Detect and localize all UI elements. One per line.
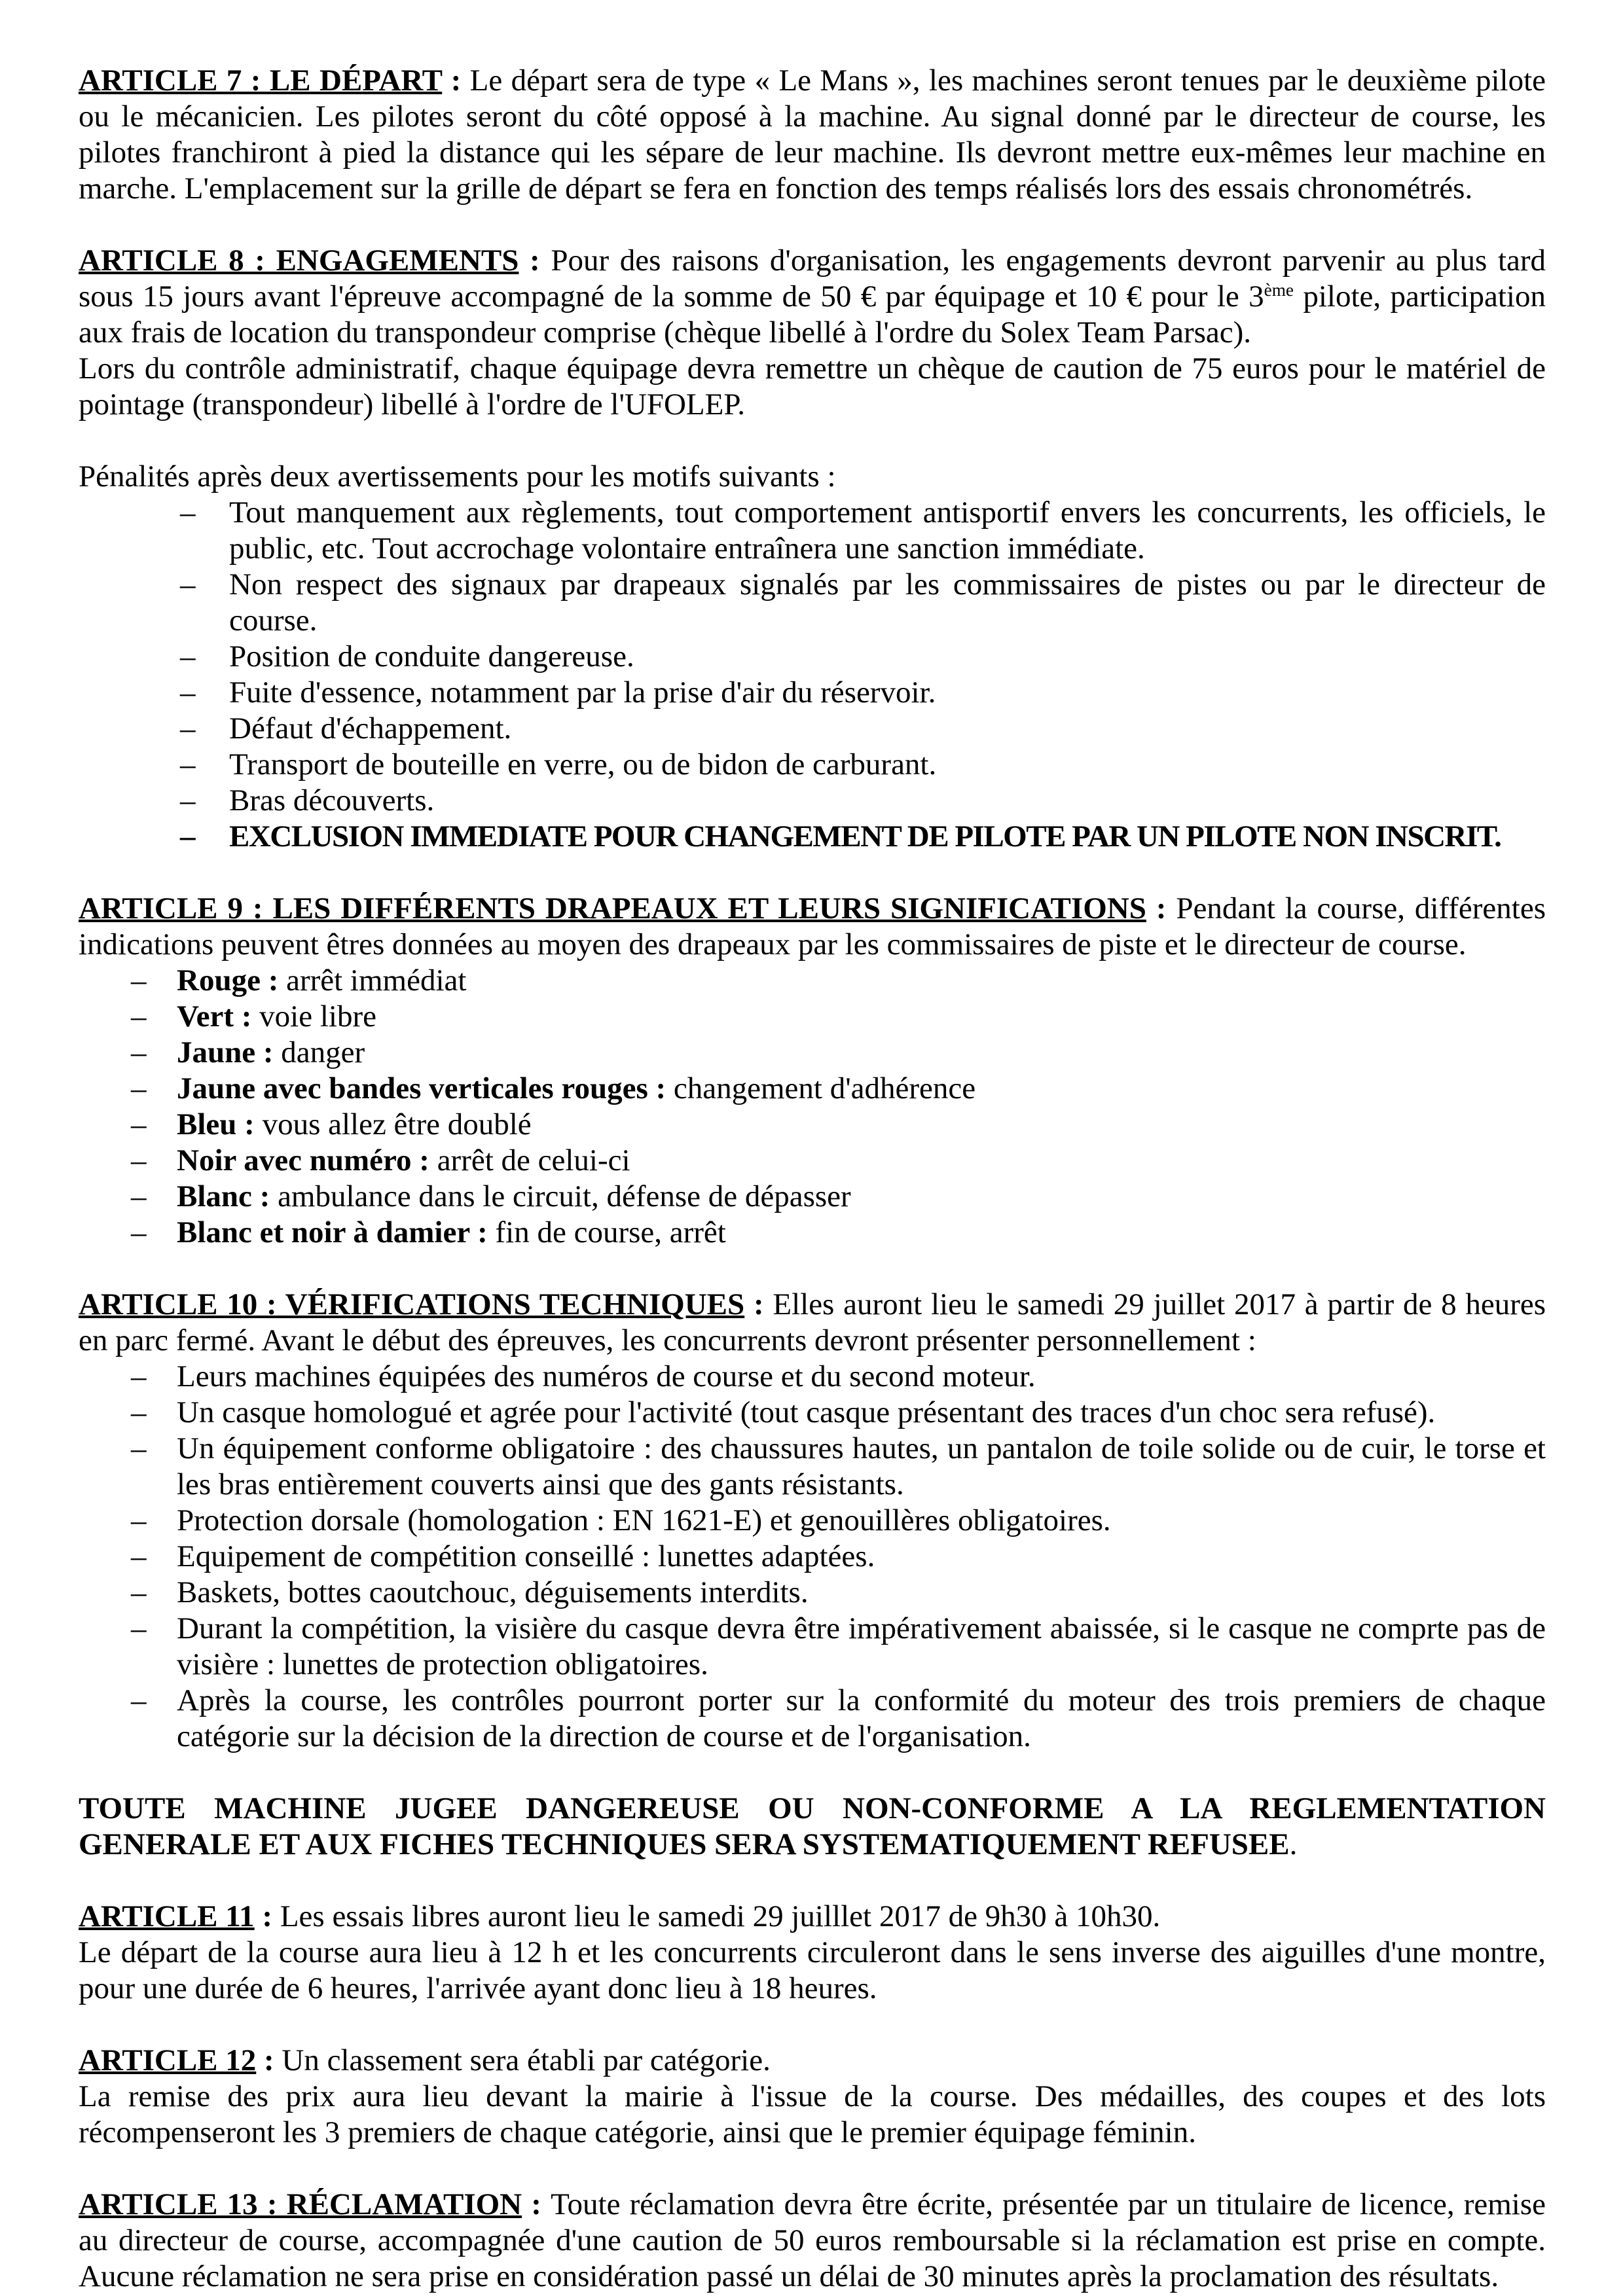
flag-desc: vous allez être doublé [262,1107,532,1141]
bullet-dash: – [180,495,196,529]
penalty-item [79,711,1546,747]
flag-desc: arrêt immédiat [286,963,467,997]
article-8-body: Pour des raisons d'organisation, les engagements devront parvenir au plus tard sous 15 jours avant l'épreuve accompagné de la somme de 50 € par équipage et 10 € pour le 3 [79,243,1546,314]
penalties-intro: Pénalités après deux avertissements pour les motifs suivants : [79,459,836,493]
flag-label: Bleu : [177,1107,255,1141]
check-item [79,1683,1546,1755]
article-10-heading: ARTICLE 10 : VÉRIFICATIONS TECHNIQUES [79,1287,745,1321]
flag-item [79,1071,1546,1107]
penalty-item [79,639,1546,675]
penalty-item [79,675,1546,711]
check-item-text: Leurs machines équipées des numéros de course et du second moteur. [177,1359,1036,1393]
heading-separator: : [744,1287,773,1321]
check-item-text: Après la course, les contrôles pourront porter sur la conformité du moteur des trois premiers de chaque catégorie sur la décision de la direction de course et de l'organisation. [177,1683,1546,1753]
article-8-paragraph-2: Lors du contrôle administratif, chaque équipage devra remettre un chèque de caution de 75 euros pour le matériel de pointage (transpondeur) libellé à l'ordre de l'UFOLEP. [79,351,1546,422]
heading-separator: : [1146,891,1176,925]
flag-desc: fin de course, arrêt [495,1215,726,1249]
bullet-dash: – [180,711,196,745]
flag-label: Blanc : [177,1179,270,1213]
heading-separator: : [254,1899,280,1933]
flag-label: Jaune avec bandes verticales rouges : [177,1071,666,1105]
article-9-body: Pendant la course, différentes indications peuvent êtres données au moyen des drapeaux par les commissaires de piste et le directeur de course. [79,891,1546,961]
article-9-paragraph [79,891,1546,963]
warning-text: TOUTE MACHINE JUGEE DANGEREUSE OU NON-CONFORME A LA REGLEMENTATION GENERALE ET AUX FICHES TECHNIQUES SERA SYSTEMATIQUEMENT REFUSEE [79,1791,1546,1861]
penalty-item [79,783,1546,819]
check-item [79,1503,1546,1539]
bullet-dash: – [180,783,196,817]
flag-label: Rouge : [177,963,279,997]
flag-item [79,1179,1546,1215]
article-7-paragraph [79,63,1546,207]
bullet-dash: – [131,1035,147,1069]
flag-item [79,1215,1546,1251]
heading-separator: : [256,2043,282,2077]
penalties-list [79,495,1546,855]
bullet-dash: – [131,1215,147,1249]
article-11-paragraph-2: Le départ de la course aura lieu à 12 h et les concurrents circuleront dans le sens inverse des aiguilles d'une montre, pour une durée de 6 heures, l'arrivée ayant donc lieu à 18 heures. [79,1935,1546,2005]
penalty-item-text: Bras découverts. [229,783,435,817]
article-12-body: Un classement sera établi par catégorie. [282,2043,771,2077]
flag-desc: changement d'adhérence [673,1071,976,1105]
bullet-dash: – [180,819,194,853]
penalty-item-text: Non respect des signaux par drapeaux signalés par les commissaires de pistes ou par le directeur de course. [229,567,1546,637]
check-item [79,1575,1546,1611]
flags-list [79,963,1546,1251]
flag-label: Noir avec numéro : [177,1143,429,1177]
flag-label: Jaune : [177,1035,274,1069]
check-item [79,1611,1546,1683]
bullet-dash: – [180,675,196,709]
check-item [79,1395,1546,1431]
bullet-dash: – [180,639,196,673]
bullet-dash: – [131,1431,147,1465]
machine-refusal-warning [79,1791,1546,1863]
flag-item [79,1107,1546,1143]
flag-desc: danger [281,1035,365,1069]
check-item [79,1359,1546,1395]
flag-item [79,999,1546,1035]
check-item-text: Baskets, bottes caoutchouc, déguisements interdits. [177,1575,809,1609]
bullet-dash: – [131,963,147,997]
flag-item [79,1035,1546,1071]
bullet-dash: – [131,1683,147,1717]
article-8-heading: ARTICLE 8 : ENGAGEMENTS [79,243,519,278]
article-7-heading: ARTICLE 7 : LE DÉPART [79,63,443,98]
bullet-dash: – [131,1359,147,1393]
bullet-dash: – [180,747,196,781]
article-10-body: Elles auront lieu le samedi 29 juillet 2017 à partir de 8 heures en parc fermé. Avant le début des épreuves, les concurrents devront présenter personnellement : [79,1287,1546,1357]
penalty-item-text: Tout manquement aux règlements, tout comportement antisportif envers les concurrents, les officiels, le public, etc. Tout accrochage volontaire entraînera une sanction immédiate. [229,495,1546,565]
article-13-paragraph [79,2187,1546,2295]
heading-separator: : [522,2187,551,2221]
flag-label: Vert : [177,999,252,1033]
bullet-dash: – [180,567,196,601]
article-7-body: Le départ sera de type « Le Mans », les machines seront tenues par le deuxième pilote ou le mécanicien. Les pilotes seront du côté opposé à la machine. Au signal donné par le directeur de course, les pilotes franchiront à pied la distance qui les sépare de leur machine. Ils devront mettre eux-mêmes leur machine en marche. L'emplacement sur la grille de départ se fera en fonction des temps réalisés lors des essais chronométrés. [79,63,1546,206]
flag-desc: ambulance dans le circuit, défense de dépasser [278,1179,851,1213]
article-11-body: Les essais libres auront lieu le samedi 29 juilllet 2017 de 9h30 à 10h30. [280,1899,1161,1933]
bullet-dash: – [131,1071,147,1105]
flag-item [79,963,1546,999]
article-8-paragraph [79,243,1546,351]
check-item-text: Un casque homologué et agrée pour l'activité (tout casque présentant des traces d'un choc sera refusé). [177,1395,1436,1429]
check-item [79,1431,1546,1503]
penalty-item-text: Position de conduite dangereuse. [229,639,634,673]
bullet-dash: – [131,1143,147,1177]
flag-label: Blanc et noir à damier : [177,1215,488,1249]
bullet-dash: – [131,1575,147,1609]
penalty-item-text: Fuite d'essence, notamment par la prise d'air du réservoir. [229,675,936,709]
flag-desc: voie libre [259,999,376,1033]
article-11-heading: ARTICLE 11 [79,1899,255,1933]
penalty-item-text: Défaut d'échappement. [229,711,512,745]
penalty-item [79,747,1546,783]
check-item-text: Un équipement conforme obligatoire : des chaussures hautes, un pantalon de toile solide ou de cuir, le torse et les bras entièrement couverts ainsi que des gants résistants. [177,1431,1546,1501]
bullet-dash: – [131,1179,147,1213]
heading-separator: : [442,63,470,98]
article-13-body: Toute réclamation devra être écrite, présentée par un titulaire de licence, remise au directeur de course, accompagnée d'une caution de 50 euros remboursable si la réclamation est prise en compte. Aucune réclamation ne sera prise en considération passé un délai de 30 minutes après la proclamation des résultats. [79,2187,1546,2293]
ordinal-superscript: ème [1264,280,1294,300]
check-item [79,1539,1546,1575]
penalty-item-text: Transport de bouteille en verre, ou de bidon de carburant. [229,747,937,781]
bullet-dash: – [131,999,147,1033]
bullet-dash: – [131,1539,147,1573]
warning-period: . [1289,1827,1298,1861]
article-8-body-cont: pilote, participation aux frais de location du transpondeur comprise (chèque libellé à l'ordre du Solex Team Parsac). [79,279,1546,350]
check-item-text: Equipement de compétition conseillé : lunettes adaptées. [177,1539,875,1573]
flag-item [79,1143,1546,1179]
heading-separator: : [519,243,551,278]
article-12-paragraph-2: La remise des prix aura lieu devant la mairie à l'issue de la course. Des médailles, des coupes et des lots récompenseront les 3 premiers de chaque catégorie, ainsi que le premier équipage féminin. [79,2079,1546,2149]
bullet-dash: – [131,1107,147,1141]
article-10-paragraph [79,1287,1546,1359]
penalty-item-exclusion [79,819,1546,855]
bullet-dash: – [131,1395,147,1429]
article-9-heading: ARTICLE 9 : LES DIFFÉRENTS DRAPEAUX ET LEURS SIGNIFICATIONS [79,891,1146,925]
article-12-heading: ARTICLE 12 [79,2043,257,2077]
bullet-dash: – [131,1611,147,1645]
check-item-text: Durant la compétition, la visière du casque devra être impérativement abaissée, si le casque ne comprte pas de visière : lunettes de protection obligatoires. [177,1611,1546,1681]
check-item-text: Protection dorsale (homologation : EN 1621-E) et genouillères obligatoires. [177,1503,1111,1537]
article-11-paragraph [79,1899,1546,1935]
penalty-item [79,495,1546,567]
penalty-item-text: EXCLUSION IMMEDIATE POUR CHANGEMENT DE PILOTE PAR UN PILOTE NON INSCRIT. [229,819,1501,853]
technical-checks-list [79,1359,1546,1755]
flag-desc: arrêt de celui-ci [437,1143,630,1177]
article-12-paragraph [79,2043,1546,2079]
article-13-heading: ARTICLE 13 : RÉCLAMATION [79,2187,522,2221]
bullet-dash: – [131,1503,147,1537]
penalty-item [79,567,1546,639]
